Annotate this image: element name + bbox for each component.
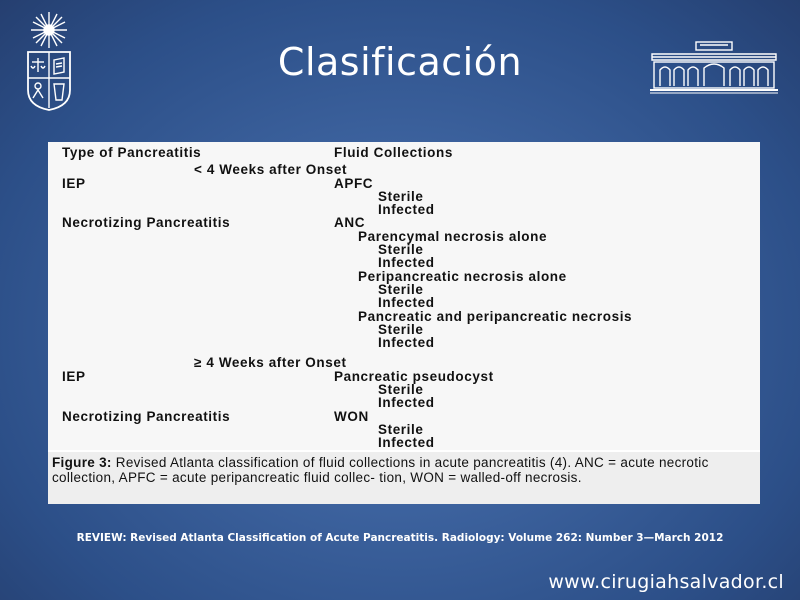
header-fluid-collections: Fluid Collections bbox=[334, 145, 453, 160]
collection-anc: ANC bbox=[334, 215, 366, 230]
collection-pseudocyst: Pancreatic pseudocyst bbox=[334, 369, 494, 384]
type-label-necrotizing: Necrotizing Pancreatitis bbox=[62, 215, 231, 230]
anc-peripancreatic-necrosis: Peripancreatic necrosis alone bbox=[358, 269, 567, 284]
apfc-infected: Infected bbox=[378, 202, 435, 217]
combined-sterile: Sterile bbox=[378, 322, 424, 337]
pseudocyst-sterile: Sterile bbox=[378, 382, 424, 397]
anc-parenchymal-necrosis: Parencymal necrosis alone bbox=[358, 229, 548, 244]
apfc-sterile: Sterile bbox=[378, 189, 424, 204]
parenchymal-sterile: Sterile bbox=[378, 242, 424, 257]
type-label-necrotizing-late: Necrotizing Pancreatitis bbox=[62, 409, 231, 424]
pseudocyst-infected: Infected bbox=[378, 395, 435, 410]
type-label-iep: IEP bbox=[62, 176, 86, 191]
peripancreatic-infected: Infected bbox=[378, 295, 435, 310]
figure-caption-label: Figure 3: bbox=[52, 455, 112, 470]
classification-table bbox=[48, 142, 760, 450]
website-url: www.cirugiahsalvador.cl bbox=[548, 571, 784, 593]
figure-caption-text: Revised Atlanta classification of fluid collections in acute pancreatitis (4). ANC = acute necrotic collection, APFC = acute peripancreatic fluid collec- tion, WON = walled-off necrosis. bbox=[52, 455, 709, 485]
combined-infected: Infected bbox=[378, 335, 435, 350]
peripancreatic-sterile: Sterile bbox=[378, 282, 424, 297]
won-infected: Infected bbox=[378, 435, 435, 450]
section-heading-less-than-4-weeks: < 4 Weeks after Onset bbox=[194, 162, 348, 177]
section-heading-4-weeks-or-more: ≥ 4 Weeks after Onset bbox=[194, 355, 347, 370]
won-sterile: Sterile bbox=[378, 422, 424, 437]
figure-caption bbox=[48, 452, 760, 504]
source-reference: REVIEW: Revised Atlanta Classification of Acute Pancreatitis. Radiology: Volume 262: Number 3—March 2012 bbox=[76, 532, 724, 544]
type-label-iep-late: IEP bbox=[62, 369, 86, 384]
header-type-of-pancreatitis: Type of Pancreatitis bbox=[62, 145, 202, 160]
slide-title: Clasificación bbox=[277, 40, 523, 84]
collection-apfc: APFC bbox=[334, 176, 374, 191]
collection-won: WON bbox=[334, 409, 369, 424]
atlanta-classification-figure bbox=[48, 142, 760, 504]
parenchymal-infected: Infected bbox=[378, 255, 435, 270]
anc-combined-necrosis: Pancreatic and peripancreatic necrosis bbox=[358, 309, 633, 324]
